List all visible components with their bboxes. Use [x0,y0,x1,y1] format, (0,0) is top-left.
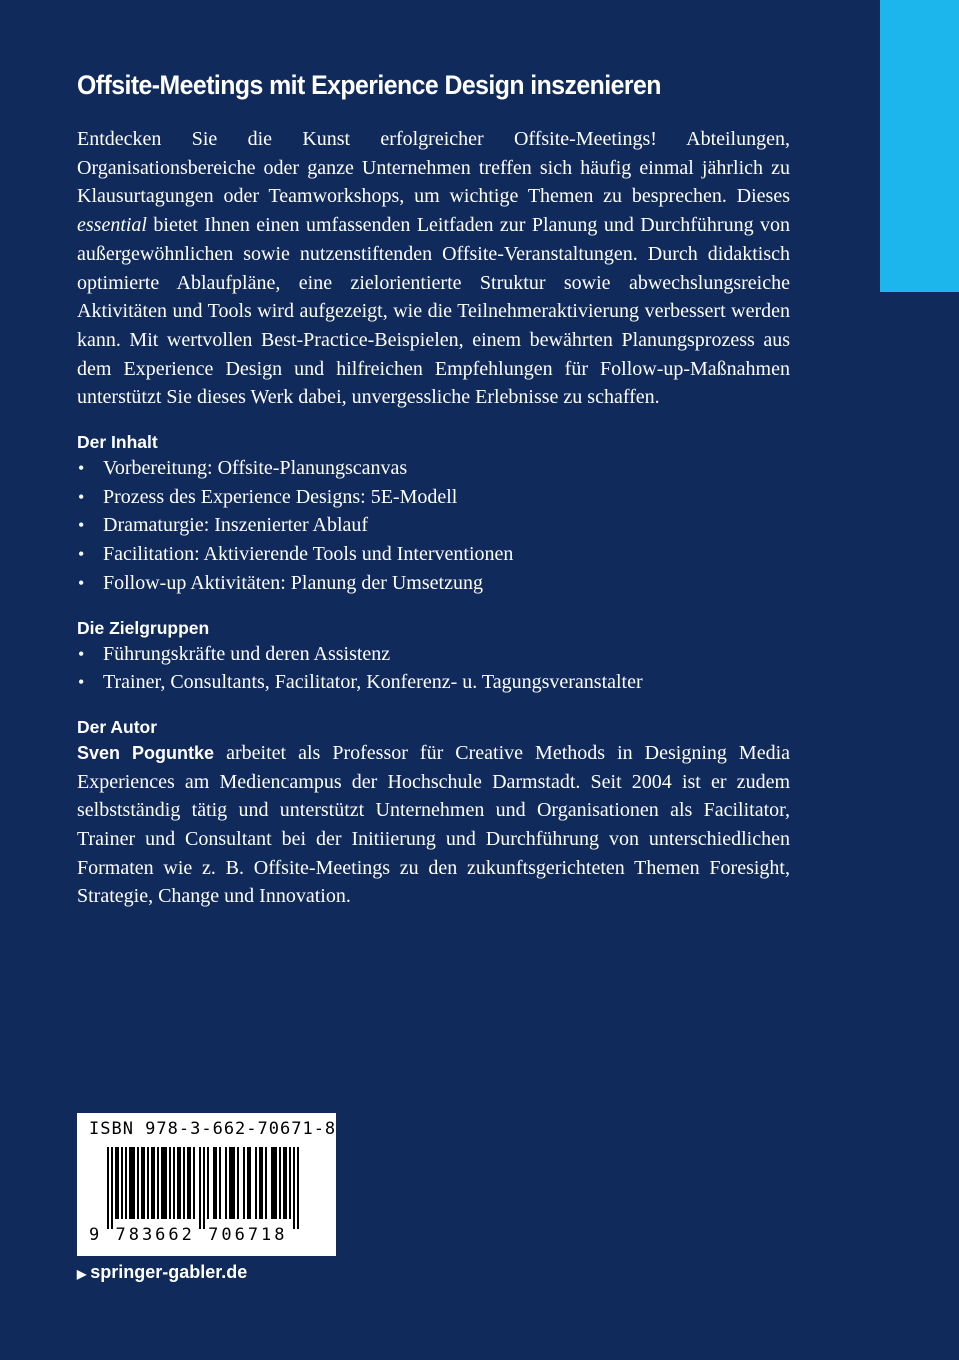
list-item [77,569,790,598]
list-item [77,640,790,669]
accent-bar [880,0,959,292]
bullet-icon: • [78,572,85,593]
barcode-bars [107,1147,307,1229]
list-item [77,454,790,483]
contents-heading: Der Inhalt [77,432,158,453]
barcode-digits: 9 783662 706718 [89,1225,288,1245]
author-name: Sven Poguntke [77,742,215,763]
bullet-icon: • [78,643,85,664]
bullet-icon: • [78,544,85,565]
isbn-barcode [77,1113,336,1256]
back-cover-content [77,70,790,911]
bullet-icon: • [78,458,85,479]
intro-text-1: Entdecken Sie die Kunst erfolgreicher Offsite-Meetings! Abteilungen, Organisationsbereiche oder ganze Unternehmen treffen sich häufig einmal jährlich zu Klausurtagungen oder Teamworkshops, um wichtige Themen zu besprechen. Dieses [77,128,790,208]
bullet-icon: • [78,672,85,693]
isbn-number: ISBN 978-3-662-70671-8 [89,1119,337,1139]
author-paragraph [77,739,790,911]
list-item-text: Trainer, Consultants, Facilitator, Konferenz- u. Tagungsveranstalter [103,671,643,694]
book-title: Offsite-Meetings mit Experience Design inszenieren [77,70,661,100]
intro-text-2: bietet Ihnen einen umfassenden Leitfaden zur Planung und Durchführung von außergewöhnlichen sowie nutzenstiftenden Offsite-Veranstaltungen. Durch didaktisch optimierte Ablaufpläne, eine zielorientierte Struktur sowie abwechslungsreiche Aktivitäten und Tools wird aufgezeigt, wie die Teilnehmeraktivierung verbessert werden kann. Mit wertvollen Best-Practice-Beispielen, einem bewährten Planungsprozess aus dem Experience Design und hilfreichen Empfehlungen für Follow-up-Maßnahmen unterstützt Sie dieses Werk dabei, unvergessliche Erlebnisse zu schaffen. [77,214,790,409]
arrow-right-icon: ▶ [77,1267,87,1281]
list-item-text: Follow-up Aktivitäten: Planung der Umsetzung [103,571,483,594]
contents-list [77,454,790,598]
list-item-text: Vorbereitung: Offsite-Planungscanvas [103,457,408,480]
list-item-text: Prozess des Experience Designs: 5E-Modell [103,485,458,508]
publisher-link[interactable] [77,1262,247,1283]
intro-emphasis: essential [77,214,147,237]
list-item [77,540,790,569]
list-item-text: Dramaturgie: Inszenierter Ablauf [103,514,369,537]
publisher-url: springer-gabler.de [90,1262,248,1282]
audience-heading: Die Zielgruppen [77,617,210,638]
intro-paragraph [77,125,790,412]
list-item [77,511,790,540]
bullet-icon: • [78,486,85,507]
list-item-text: Führungskräfte und deren Assistenz [103,642,391,665]
author-heading: Der Autor [77,716,158,737]
list-item-text: Facilitation: Aktivierende Tools und Interventionen [103,543,514,566]
list-item [77,668,790,697]
author-bio: arbeitet als Professor für Creative Methods in Designing Media Experiences am Mediencampus der Hochschule Darmstadt. Seit 2004 ist er zudem selbstständig tätig und unterstützt Unternehmen und Organisationen als Facilitator, Trainer und Consultant bei der Initiierung und Durchführung von unterschiedlichen Formaten wie z. B. Offsite-Meetings zu den zukunftsgerichteten Themen Foresight, Strategie, Change und Innovation. [77,741,790,908]
list-item [77,483,790,512]
audience-list [77,640,790,697]
bullet-icon: • [78,515,85,536]
